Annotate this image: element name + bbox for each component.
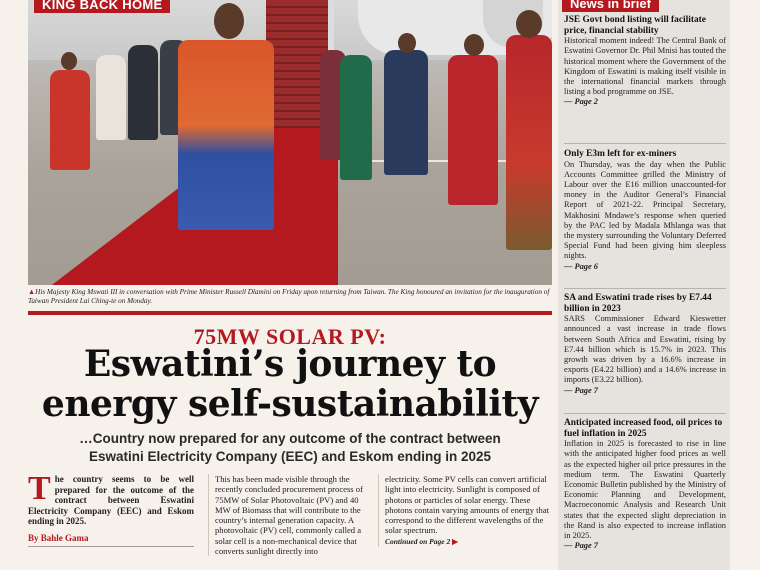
photo-person-guest [448, 55, 498, 205]
drop-cap: T [28, 470, 51, 507]
story-headline [28, 344, 552, 424]
photo-person-guest [340, 55, 372, 180]
brief-divider [564, 413, 726, 414]
brief-body: On Thursday, was the day when the Public Accounts Committee grilled the Ministry of Labour over the E16 million unaccounted-for money in the Auditor General’s Financial Report of 2021-22. Principal Secretary, Makhosini Mndawe’s response when queried by the PAC led by Madala Mhlanga was that the mystery surrounding the Voluntary Deferred Special Fund had been giving him sleepless nights. [564, 159, 726, 261]
section-divider [28, 311, 552, 315]
play-arrow-icon: ▶ [452, 536, 458, 546]
lead-photo [28, 0, 552, 285]
caption-triangle-icon: ▲ [28, 288, 36, 296]
photo-king [178, 40, 274, 230]
continued-link[interactable] [385, 537, 552, 547]
brief-item[interactable] [564, 149, 726, 272]
photo-kicker-label: KING BACK HOME [34, 0, 170, 13]
brief-item[interactable] [564, 418, 726, 551]
page-margin [733, 0, 760, 570]
story-column-2: This has been made visible through the recently concluded procurement process of 75MW of Solar Photovoltaic (PV) and 40 MW of Biomass that will contribute to the country’s internal generation capacity. A photovoltaic (PV) cell, commonly called a solar cell is a non-mechanical device that converts sunlight directly into [208, 474, 374, 556]
photo-person-head [398, 33, 416, 53]
brief-headline: JSE Govt bond listing will facilitate price, financial stability [564, 15, 706, 36]
story-lead [28, 470, 194, 527]
headline-line-2: energy self-sustainability [41, 383, 539, 425]
column-3-text: electricity. Some PV cells can convert artificial light into electricity. Sunlight is composed of photons or particles of solar energy. These photons contain varying amounts of energy that correspond to the different wavelengths of the solar spectrum. [385, 474, 550, 536]
brief-page-ref: — Page 7 [564, 541, 598, 551]
brief-item[interactable] [564, 15, 726, 108]
caption-text: His Majesty King Mswati III in conversation with Prime Minister Russell Dlamini on Friday upon returning from Taiwan. The King honoured an invitation for the inauguration of Taiwan President Lai Ching-te on Monday. [28, 288, 550, 305]
photo-caption [28, 288, 552, 306]
brief-headline: Only E3m left for ex-miners [564, 149, 677, 159]
story-deck: 75MW SOLAR PV: [193, 324, 387, 349]
brief-page-ref: — Page 2 [564, 97, 598, 107]
brief-page-ref: — Page 6 [564, 261, 598, 271]
headline-line-1: Eswatini’s journey to [83, 343, 497, 385]
brief-body: Inflation in 2025 is forecasted to rise in line with the anticipated higher food prices as well as the expected higher oil price pressures in the medium term. The Eswatini Quarterly Economic Bulletin published by the Ministry of Economic Planning and Development, Macroeconomic Analysis and Research Unit states that the expected slight depreciation in the Rand is also expected to increase inflation in 2025. [564, 439, 726, 541]
story-byline: By Bahle Gama [28, 533, 194, 547]
photo-king-head [214, 3, 244, 39]
front-page-main [28, 0, 552, 570]
photo-airstairs [266, 0, 328, 130]
continued-text: Continued on Page 2 [385, 536, 451, 546]
story-column-1 [28, 470, 194, 547]
photo-person-child [50, 70, 90, 170]
story-subheadline [28, 430, 552, 466]
sidebar-title: News in brief [562, 0, 659, 12]
photo-person-official [128, 45, 158, 140]
photo-person-head [464, 34, 484, 56]
photo-person-guest [506, 35, 552, 250]
photo-person-head [516, 10, 542, 38]
brief-headline: Anticipated increased food, oil prices to fuel inflation in 2025 [564, 418, 723, 439]
photo-person-guest [96, 55, 126, 140]
story-column-3 [378, 474, 552, 547]
brief-divider [564, 143, 726, 144]
lead-text: he country seems to be well prepared for the outcome of the contract between Eswatini Electricity Company (EEC) and Eskom ending in 2025. [28, 474, 194, 527]
photo-prime-minister [384, 50, 428, 175]
brief-headline: SA and Eswatini trade rises by E7.44 billion in 2023 [564, 293, 712, 314]
brief-body: SARS Commissioner Edward Kieswetter announced a vast increase in trade flows between South Africa and Eswatini, rising by E7.44 billion which is 15.7% in 2023. This growth was driven by a 16.6% increase in exports (E4.22 billion) and a 14.6% increase in imports (E3.22 billion). [564, 314, 726, 385]
subheadline-line-1: …Country now prepared for any outcome of the contract between [79, 431, 501, 446]
brief-page-ref: — Page 7 [564, 385, 598, 395]
brief-item[interactable] [564, 293, 726, 396]
brief-divider [564, 288, 726, 289]
subheadline-line-2: Eswatini Electricity Company (EEC) and Eskom ending in 2025 [88, 449, 492, 464]
story-body [28, 470, 552, 570]
photo-person-head [61, 52, 77, 70]
news-in-brief-sidebar [558, 0, 730, 570]
brief-body: Historical moment indeed! The Central Bank of Eswatini Governor Dr. Phil Mnisi has touted the historical moment where the Government of the Kingdom of Eswatini is making itself visible in the international financial markets through listing a bod programme on JSE. [564, 36, 726, 97]
